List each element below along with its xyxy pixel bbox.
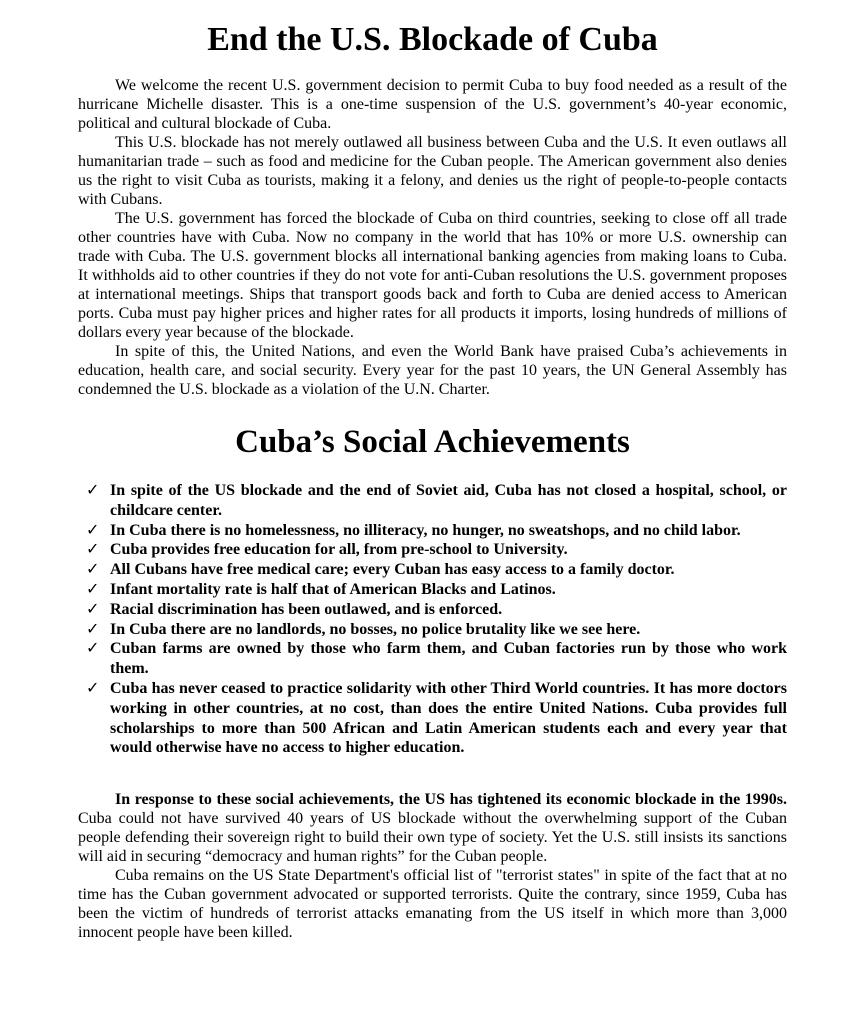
list-item-text: Racial discrimination has been outlawed, and is enforced.	[110, 600, 503, 618]
list-item-text: All Cubans have free medical care; every Cuban has easy access to a family doctor.	[110, 561, 675, 579]
list-item-text: In Cuba there are no landlords, no bosses, no police brutality like we see here.	[110, 620, 641, 638]
bold-lead-text: In response to these social achievements, the US has tightened its economic blockade in the 1990s.	[115, 791, 787, 809]
paragraph-blockade-outlaws: This U.S. blockade has not merely outlawed all business between Cuba and the U.S. It even outlaws all humanitarian trade – such as food and medicine for the Cuban people. The American government also denies us the right to visit Cuba as tourists, making it a felony, and denies us the right of people-to-people contacts with Cubans.	[78, 134, 787, 208]
list-item	[78, 521, 787, 541]
checkmark-icon: ✓	[86, 679, 100, 697]
list-item	[78, 560, 787, 580]
paragraph-welcome: We welcome the recent U.S. government decision to permit Cuba to buy food needed as a result of the hurricane Michelle disaster. This is a one-time suspension of the U.S. government’s 40-year economic, political and cultural blockade of Cuba.	[78, 77, 787, 132]
closing-section	[78, 790, 787, 942]
checkmark-icon: ✓	[86, 521, 100, 539]
intro-section	[78, 76, 787, 399]
paragraph-un-praise: In spite of this, the United Nations, and even the World Bank have praised Cuba’s achievements in education, health care, and social security. Every year for the past 10 years, the UN General Assembly has condemned the U.S. blockade as a violation of the U.N. Charter.	[78, 343, 787, 398]
checkmark-icon: ✓	[86, 600, 100, 618]
list-item-text: Cuba has never ceased to practice solidarity with other Third World countries. It has more doctors working in other countries, at no cost, than does the entire United Nations. Cuba provides full scholarships to more than 500 African and Latin American students each and every year that would otherwise have no access to higher education.	[110, 679, 787, 757]
page-title: End the U.S. Blockade of Cuba	[207, 21, 658, 58]
list-item	[78, 639, 787, 679]
list-item-text: Cuban farms are owned by those who farm them, and Cuban factories run by those who work them.	[110, 640, 787, 678]
lead-rest-text: Cuba could not have survived 40 years of US blockade without the overwhelming support of the Cuban people defending their sovereign right to build their own type of society. Yet the U.S. still insists its sanctions will aid in securing “democracy and human rights” for the Cuban people.	[78, 810, 787, 866]
list-item	[78, 540, 787, 560]
checkmark-icon: ✓	[86, 580, 100, 598]
paragraph-third-countries: The U.S. government has forced the blockade of Cuba on third countries, seeking to close off all trade other countries have with Cuba. Now no company in the world that has 10% or more U.S. ownership can trade with Cuba. The U.S. government blocks all international banking agencies from making loans to Cuba. It withholds aid to other countries if they do not vote for anti-Cuban resolutions the U.S. government proposes at international meetings. Ships that transport goods back and forth to Cuba are denied access to American ports. Cuba must pay higher prices and higher rates for all products it imports, losing hundreds of millions of dollars every year because of the blockade.	[78, 210, 787, 341]
checkmark-icon: ✓	[86, 482, 100, 499]
list-item	[78, 620, 787, 640]
list-item-text: Cuba provides free education for all, from pre-school to University.	[110, 541, 568, 559]
checkmark-icon: ✓	[86, 620, 100, 638]
paragraph-response	[78, 790, 787, 866]
list-item	[78, 481, 787, 521]
list-item	[78, 600, 787, 620]
checkmark-icon: ✓	[86, 561, 100, 579]
checkmark-icon: ✓	[86, 541, 100, 559]
checkmark-icon: ✓	[86, 640, 100, 658]
achievements-list	[78, 481, 787, 758]
list-item-text: In Cuba there is no homelessness, no illiteracy, no hunger, no sweatshops, and no child labor.	[110, 521, 741, 539]
list-item-text: In spite of the US blockade and the end of Soviet aid, Cuba has not closed a hospital, school, or childcare center.	[110, 482, 787, 519]
paragraph-terrorist-list: Cuba remains on the US State Department's official list of "terrorist states" in spite of the fact that at no time has the Cuban government advocated or supported terrorists. Quite the contrary, since 1959, Cuba has been the victim of hundreds of terrorist attacks emanating from the US itself in which more than 3,000 innocent people have been killed.	[78, 867, 787, 942]
list-item	[78, 679, 787, 758]
section-heading-social-achievements: Cuba’s Social Achievements	[235, 424, 630, 460]
list-item	[78, 580, 787, 600]
list-item-text: Infant mortality rate is half that of American Blacks and Latinos.	[110, 580, 556, 598]
